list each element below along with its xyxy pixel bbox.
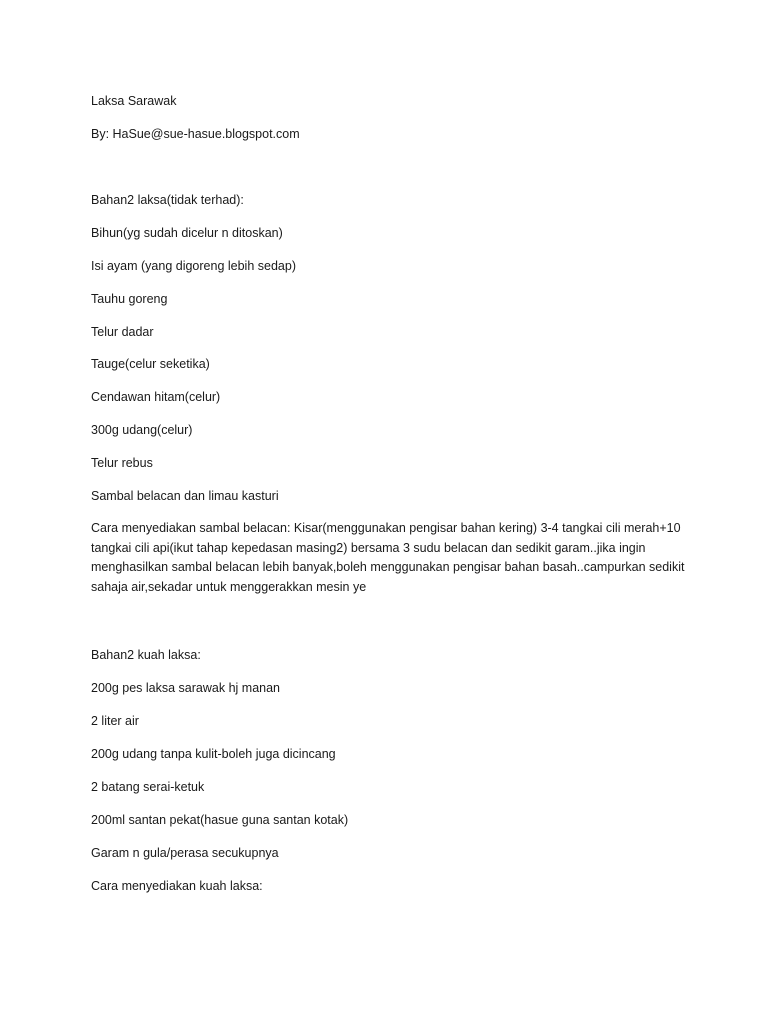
broth-ingredient-item: 200ml santan pekat(hasue guna santan kotak) — [91, 813, 349, 827]
ingredient-item: Isi ayam (yang digoreng lebih sedap) — [91, 259, 296, 273]
broth-ingredient-item: 200g udang tanpa kulit-boleh juga dicincang — [91, 747, 336, 761]
broth-ingredient-item: Garam n gula/perasa secukupnya — [91, 846, 279, 860]
broth-instructions-heading: Cara menyediakan kuah laksa: — [91, 879, 263, 893]
broth-ingredient-item: 200g pes laksa sarawak hj manan — [91, 681, 281, 695]
ingredient-item: Cendawan hitam(celur) — [91, 390, 221, 404]
ingredient-item: Bihun(yg sudah dicelur n ditoskan) — [91, 226, 283, 240]
ingredient-item: Tauhu goreng — [91, 292, 168, 306]
section-heading-broth-ingredients: Bahan2 kuah laksa: — [91, 648, 201, 662]
ingredient-item: Telur rebus — [91, 456, 153, 470]
recipe-title: Laksa Sarawak — [91, 94, 177, 108]
broth-ingredient-item: 2 liter air — [91, 714, 139, 728]
section-heading-laksa-ingredients: Bahan2 laksa(tidak terhad): — [91, 193, 244, 207]
ingredient-item: Tauge(celur seketika) — [91, 357, 210, 371]
ingredient-item: 300g udang(celur) — [91, 423, 193, 437]
ingredient-item: Telur dadar — [91, 325, 154, 339]
author-line: By: HaSue@sue-hasue.blogspot.com — [91, 127, 300, 141]
broth-ingredient-item: 2 batang serai-ketuk — [91, 780, 205, 794]
sambal-instructions: Cara menyediakan sambal belacan: Kisar(menggunakan pengisar bahan kering) 3-4 tangkai cili merah+10 tangkai cili api(ikut tahap kepedasan masing2) bersama 3 sudu belacan dan sedikit garam..jika ingin menghasilkan sambal belacan lebih banyak,boleh menggunakan pengisar bahan basah..campurkan sedikit sahaja air,sekadar untuk menggerakkan mesin ye — [91, 521, 685, 594]
ingredient-item: Sambal belacan dan limau kasturi — [91, 489, 279, 503]
